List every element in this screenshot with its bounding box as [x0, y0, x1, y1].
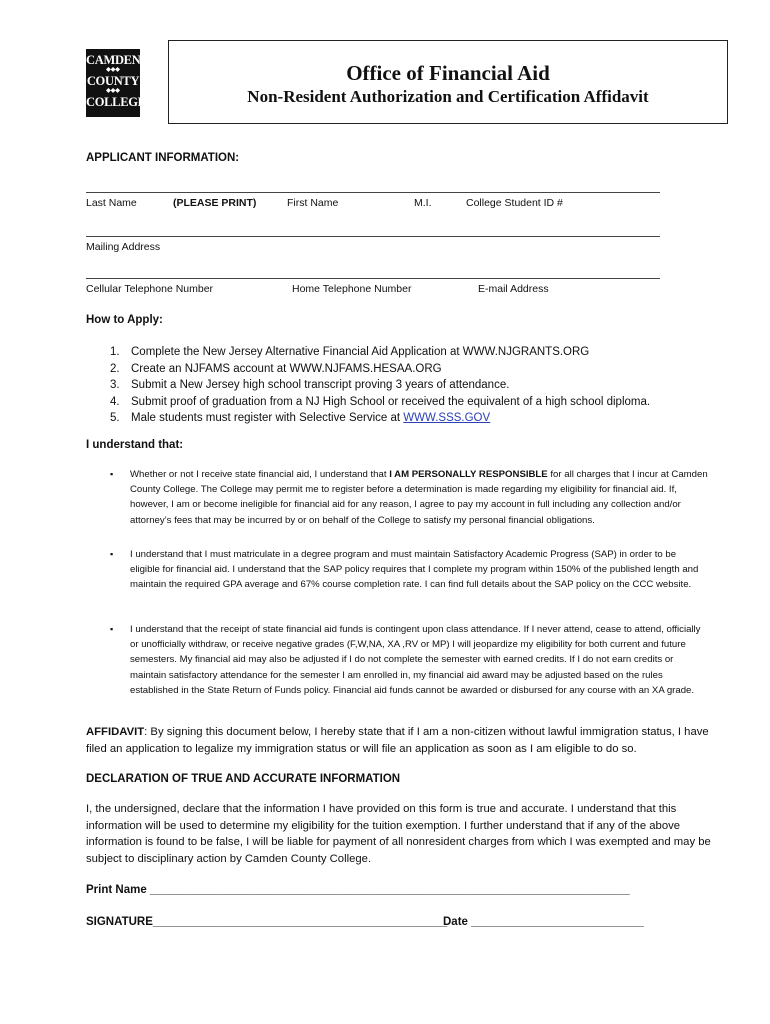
bullet-1-post: for all charges that I incur at Camden County College. The College may permit me to register before a determination is made regarding my eligibility for financial aid. If, however, I am or become ineligible for financial aid for any reason, I agree to pay my account in full including any collection and/or attorney’s fees that may be incurred by or on behalf of the College to satisfy my personal financial obligations. [130, 469, 708, 526]
print-name-field[interactable]: Print Name ___________________________________________________________________________ [86, 884, 630, 896]
college-logo [86, 49, 146, 117]
please-print-label: (PLEASE PRINT) [173, 197, 257, 209]
mailing-address-label: Mailing Address [86, 241, 161, 253]
home-phone-label: Home Telephone Number [292, 283, 412, 295]
bullet-2-text: I understand that I must matriculate in a degree program and must maintain Satisfactory Academic Progress (SAP) in order to be eligible for financial aid. I understand that the SAP policy requires that I complete my program within 150% of the published length and maintain the required GPA average and 67% course completion rate. I can find full details about the SAP policy on the CCC website. [130, 549, 699, 591]
affidavit-paragraph [86, 724, 716, 757]
sss-link[interactable]: WWW.SSS.GOV [403, 412, 491, 424]
personally-responsible: I AM PERSONALLY RESPONSIBLE [389, 469, 548, 480]
step-number: 5. [110, 412, 120, 424]
list-item [110, 410, 650, 427]
header-box [168, 40, 728, 124]
phone-line[interactable] [86, 278, 660, 279]
logo-line-2: COUNTY [86, 74, 140, 88]
step-number: 1. [110, 346, 120, 358]
how-to-apply-heading: How to Apply: [86, 314, 163, 326]
affidavit-label: AFFIDAVIT [86, 726, 145, 738]
first-name-label: First Name [287, 197, 339, 209]
steps-list [110, 344, 650, 427]
bullet-1-pre: Whether or not I receive state financial aid, I understand that [130, 469, 390, 480]
bullet-icon: ▪ [110, 469, 114, 479]
logo-dots-2: ◆◆◆ [106, 88, 120, 94]
list-item [110, 361, 650, 378]
declaration-text: I, the undersigned, declare that the information I have provided on this form is true and accurate. I understand that this information will be used to determine my eligibility for the tuition exemption. I further understand that if any of the above information is found to be false, I will be liable for payment of all nonresident charges from which I was exempted and may be subject to disciplinary action by Camden County College. [86, 803, 711, 865]
logo-line-3: COLLEGE [86, 95, 146, 109]
declaration-heading: DECLARATION OF TRUE AND ACCURATE INFORMATION [86, 773, 401, 785]
list-item [110, 344, 650, 361]
step-text: Create an NJFAMS account at WWW.NJFAMS.HESAA.ORG [131, 362, 442, 375]
name-line[interactable] [86, 192, 660, 193]
bullet-3-text: I understand that the receipt of state financial aid funds is contingent upon class attendance. If I never attend, cease to attend, officially or unofficially withdraw, or receive negative grades (F,W,NA, XA ,RV or MP) I will jeopardize my eligibility for both current and future semesters. My financial aid may also be adjusted if I do not complete the semester with earned credits. If I do not earn credits or maintain satisfactory attendance for the semester I am enrolled in, my financial aid award may be adjusted based on the rules established in the State Return of Funds policy. Financial aid funds cannot be awarded or disbursed for any course with an XA grade. [130, 624, 701, 696]
bullet-icon: ▪ [110, 549, 114, 559]
understand-heading: I understand that: [86, 439, 184, 451]
email-label: E-mail Address [478, 283, 549, 295]
step-text: Submit proof of graduation from a NJ High School or received the equivalent of a high school diploma. [131, 395, 651, 408]
address-line[interactable] [86, 236, 660, 237]
step-text: Male students must register with Selective Service at [131, 412, 404, 424]
bullet-icon: ▪ [110, 624, 114, 634]
signature-field[interactable]: SIGNATURE______________________________________________ [86, 916, 448, 928]
mi-label: M.I. [414, 197, 432, 209]
page-subtitle: Non-Resident Authorization and Certification Affidavit [247, 87, 649, 106]
applicant-heading: APPLICANT INFORMATION: [86, 152, 240, 164]
step-number: 4. [110, 395, 120, 408]
last-name-label: Last Name [86, 197, 137, 209]
logo-line-1: CAMDEN [86, 53, 141, 67]
date-field[interactable]: Date ___________________________ [443, 916, 644, 928]
step-number: 2. [110, 362, 120, 375]
student-id-label: College Student ID # [466, 197, 563, 209]
step-text: Complete the New Jersey Alternative Financial Aid Application at WWW.NJGRANTS.ORG [131, 346, 590, 358]
list-item [110, 377, 650, 394]
list-item [110, 394, 650, 411]
step-text: Submit a New Jersey high school transcript proving 3 years of attendance. [131, 379, 510, 391]
page-title: Office of Financial Aid [346, 61, 550, 85]
logo-dots-1: ◆◆◆ [106, 67, 120, 73]
cell-phone-label: Cellular Telephone Number [86, 283, 214, 295]
affidavit-text: : By signing this document below, I hereby state that if I am a non-citizen without lawful immigration status, I have filed an application to legalize my immigration status or will file an application as soon as I am eligible to do so. [86, 726, 709, 755]
step-number: 3. [110, 379, 120, 391]
